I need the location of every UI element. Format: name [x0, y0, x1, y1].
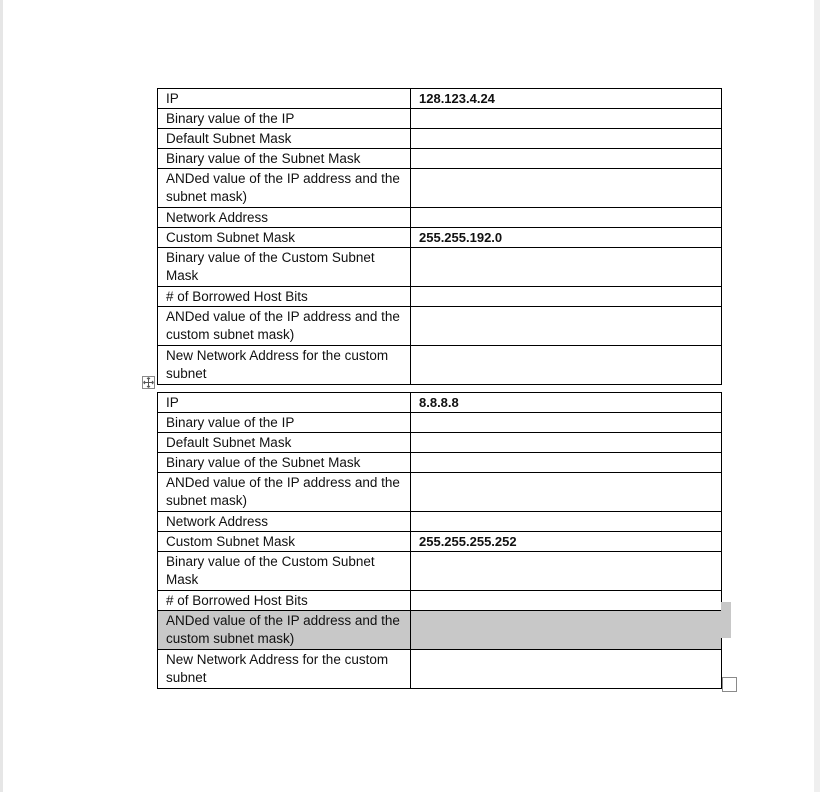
row-value[interactable]: 255.255.255.252	[411, 532, 722, 552]
table-row	[158, 149, 722, 169]
table-row	[158, 393, 722, 413]
row-label[interactable]: ANDed value of the IP address and the subnet mask)	[158, 473, 411, 512]
row-label[interactable]: ANDed value of the IP address and the custom subnet mask)	[158, 307, 411, 346]
row-label[interactable]: Custom Subnet Mask	[158, 532, 411, 552]
table-row	[158, 228, 722, 248]
row-label[interactable]: ANDed value of the IP address and the custom subnet mask)	[158, 611, 411, 650]
row-value[interactable]: 255.255.192.0	[411, 228, 722, 248]
row-label[interactable]: New Network Address for the custom subnet	[158, 346, 411, 385]
row-label[interactable]: New Network Address for the custom subnet	[158, 650, 411, 689]
row-value[interactable]	[411, 413, 722, 433]
table-row	[158, 473, 722, 512]
row-value[interactable]	[411, 169, 722, 208]
row-value[interactable]	[411, 307, 722, 346]
table-row	[158, 512, 722, 532]
row-label[interactable]: IP	[158, 89, 411, 109]
row-value[interactable]	[411, 248, 722, 287]
row-label[interactable]: ANDed value of the IP address and the subnet mask)	[158, 169, 411, 208]
table-row	[158, 109, 722, 129]
table-row	[158, 413, 722, 433]
page-edge-right	[814, 0, 820, 792]
table-row	[158, 208, 722, 228]
table-row	[158, 248, 722, 287]
row-value[interactable]	[411, 591, 722, 611]
row-value[interactable]	[411, 109, 722, 129]
row-label[interactable]: Binary value of the Subnet Mask	[158, 149, 411, 169]
table-row	[158, 307, 722, 346]
table-row	[158, 169, 722, 208]
row-label[interactable]: # of Borrowed Host Bits	[158, 287, 411, 307]
table-row	[158, 287, 722, 307]
four-arrows-icon	[143, 377, 154, 388]
table-row	[158, 532, 722, 552]
row-label[interactable]: Network Address	[158, 512, 411, 532]
row-value[interactable]	[411, 433, 722, 453]
row-label[interactable]: Binary value of the Custom Subnet Mask	[158, 552, 411, 591]
row-value[interactable]: 128.123.4.24	[411, 89, 722, 109]
row-value[interactable]	[411, 453, 722, 473]
row-label[interactable]: IP	[158, 393, 411, 413]
table-row	[158, 650, 722, 689]
row-value[interactable]	[411, 611, 722, 650]
table-move-handle-icon[interactable]	[142, 376, 155, 389]
table-row	[158, 89, 722, 109]
row-label[interactable]: Binary value of the Subnet Mask	[158, 453, 411, 473]
row-value[interactable]	[411, 287, 722, 307]
row-label[interactable]: Default Subnet Mask	[158, 433, 411, 453]
page-edge-left	[0, 0, 3, 792]
row-label[interactable]: Network Address	[158, 208, 411, 228]
subnet-table-1	[157, 88, 722, 385]
row-label[interactable]: Binary value of the Custom Subnet Mask	[158, 248, 411, 287]
selection-highlight-overflow	[721, 602, 731, 638]
row-value[interactable]	[411, 512, 722, 532]
row-value[interactable]	[411, 208, 722, 228]
row-value[interactable]	[411, 149, 722, 169]
row-label[interactable]: Custom Subnet Mask	[158, 228, 411, 248]
subnet-table-2	[157, 392, 722, 689]
table-row	[158, 346, 722, 385]
row-label[interactable]: Binary value of the IP	[158, 413, 411, 433]
table-row	[158, 129, 722, 149]
table-row	[158, 552, 722, 591]
row-value[interactable]	[411, 346, 722, 385]
table-row	[158, 433, 722, 453]
row-label[interactable]: Binary value of the IP	[158, 109, 411, 129]
row-label[interactable]: Default Subnet Mask	[158, 129, 411, 149]
row-value[interactable]	[411, 552, 722, 591]
row-label[interactable]: # of Borrowed Host Bits	[158, 591, 411, 611]
row-value[interactable]	[411, 650, 722, 689]
table-row	[158, 591, 722, 611]
table-resize-handle-icon[interactable]	[722, 677, 737, 692]
row-value[interactable]	[411, 473, 722, 512]
table-row	[158, 453, 722, 473]
row-value[interactable]: 8.8.8.8	[411, 393, 722, 413]
table-row-selected	[158, 611, 722, 650]
row-value[interactable]	[411, 129, 722, 149]
